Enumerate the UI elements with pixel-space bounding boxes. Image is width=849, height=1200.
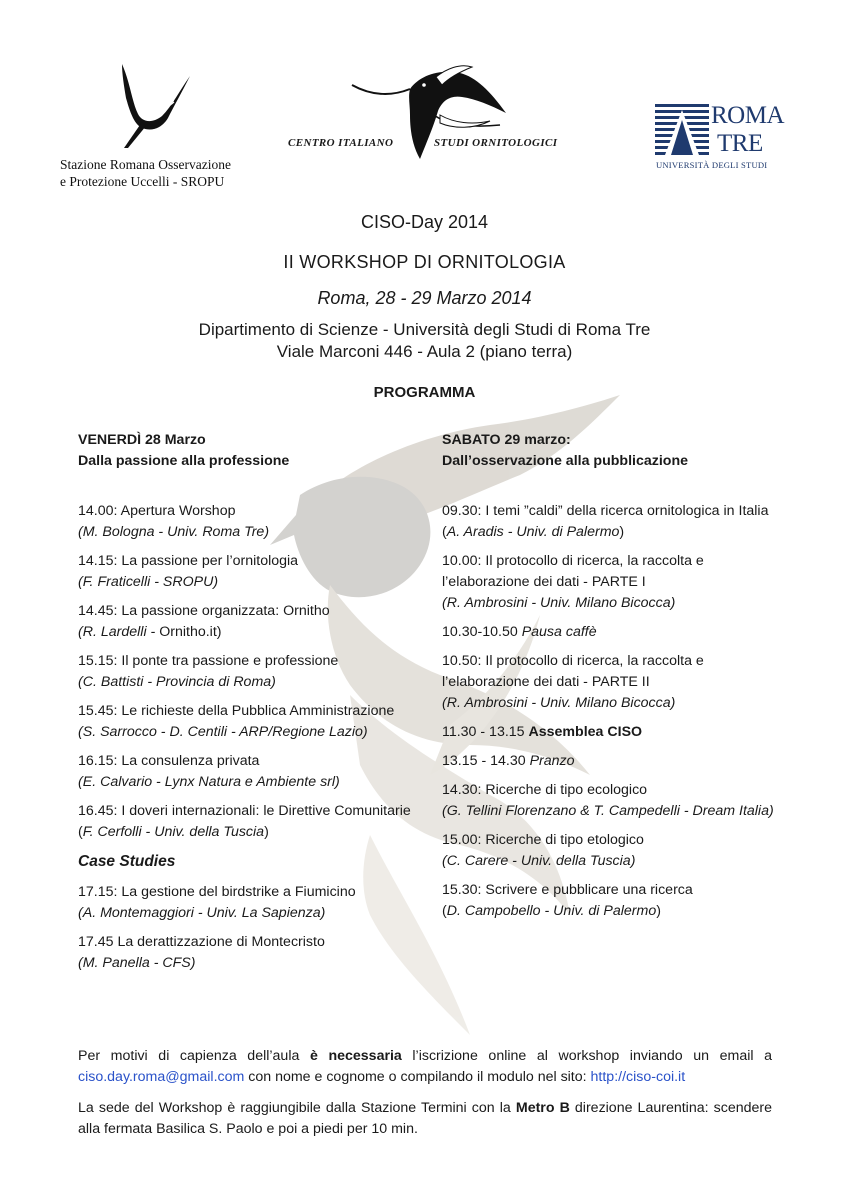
- list-item: [442, 501, 782, 543]
- note-text: direzione Laurentina: scendere alla fermata Basilica S. Paolo e poi a piedi per 10 min.: [78, 1100, 772, 1137]
- talk-title: 15.15: Il ponte tra passione e professione: [78, 653, 339, 669]
- talk-title: 16.45: I doveri internazionali: le Direttive Comunitarie: [78, 803, 411, 819]
- note-emphasis: è necessaria: [309, 1048, 402, 1064]
- speaker-affiliation: Ornitho.it): [159, 624, 222, 640]
- venue-line-2: Viale Marconi 446 - Aula 2 (piano terra): [276, 342, 573, 361]
- list-item: [78, 501, 418, 543]
- ciso-name-left: CENTRO ITALIANO: [288, 137, 394, 149]
- talk-title: 15.00: Ricerche di tipo etologico: [442, 832, 644, 848]
- talk-title: 15.45: Le richieste della Pubblica Amministrazione: [78, 703, 395, 719]
- sropu-logo: [60, 62, 250, 190]
- speaker: (M. Bologna - Univ. Roma Tre): [78, 524, 270, 540]
- roma-tre-subtitle: UNIVERSITÀ DEGLI STUDI: [656, 160, 768, 170]
- list-item: [442, 751, 782, 772]
- talk-title: 09.30: I temi ”caldi” della ricerca ornitologica in Italia: [442, 503, 769, 519]
- talk-title: 17.15: La gestione del birdstrike a Fiumicino: [78, 884, 356, 900]
- sropu-line1: Stazione Romana Osservazione: [60, 157, 231, 172]
- talk-title: 10.00: Il protocollo di ricerca, la raccolta e l’elaborazione dei dati - PARTE I: [442, 553, 704, 590]
- speaker: D. Campobello - Univ. di Palermo: [446, 903, 657, 919]
- ciso-name-right: STUDI ORNITOLOGICI: [434, 137, 558, 149]
- time-range: 11.30 - 13.15: [442, 724, 529, 740]
- roma-tre-emblem-icon: [655, 104, 711, 160]
- email-link[interactable]: ciso.day.roma@gmail.com: [78, 1069, 245, 1085]
- directions-note: [78, 1098, 772, 1140]
- roma-tre-logo: [655, 104, 785, 170]
- event-subtitle: II WORKSHOP DI ORNITOLOGIA: [283, 252, 566, 272]
- list-item: [78, 932, 418, 974]
- talk-title: 17.45 La derattizzazione di Montecristo: [78, 934, 325, 950]
- friday-day: VENERDÌ 28 Marzo: [78, 432, 206, 448]
- case-studies-heading: Case Studies: [78, 853, 176, 870]
- speaker: (C. Battisti - Provincia di Roma): [78, 674, 276, 690]
- paren: ): [619, 524, 625, 540]
- saturday-theme: Dall’osservazione alla pubblicazione: [442, 453, 688, 469]
- paren: (: [78, 824, 83, 840]
- time-range: 10.30-10.50: [442, 624, 522, 640]
- list-item: [442, 622, 782, 643]
- list-item: [442, 880, 782, 922]
- event-place-date: Roma, 28 - 29 Marzo 2014: [317, 288, 532, 308]
- friday-theme: Dalla passione alla professione: [78, 453, 290, 469]
- speaker: (E. Calvario - Lynx Natura e Ambiente srl): [78, 774, 340, 790]
- talk-title: 10.50: Il protocollo di ricerca, la raccolta e l’elaborazione dei dati - PARTE II: [442, 653, 704, 690]
- list-item: [442, 551, 782, 614]
- swallow-icon: [112, 62, 192, 152]
- website-link[interactable]: http://ciso-coi.it: [590, 1069, 686, 1085]
- speaker: (R. Ambrosini - Univ. Milano Bicocca): [442, 595, 676, 611]
- assembly-label: Assemblea CISO: [528, 724, 643, 740]
- tre-wordmark: TRE: [717, 130, 763, 157]
- saturday-day: SABATO 29 marzo:: [442, 432, 571, 448]
- talk-title: 16.15: La consulenza privata: [78, 753, 260, 769]
- list-item: [78, 882, 418, 924]
- venue-line-1: Dipartimento di Scienze - Università degli Studi di Roma Tre: [198, 320, 651, 339]
- friday-column: [78, 430, 418, 982]
- talk-title: 15.30: Scrivere e pubblicare una ricerca: [442, 882, 693, 898]
- talk-title: 14.15: La passione per l’ornitologia: [78, 553, 299, 569]
- speaker: A. Aradis - Univ. di Palermo: [446, 524, 620, 540]
- list-item: [78, 651, 418, 693]
- paren: (: [442, 903, 447, 919]
- list-item: [78, 701, 418, 743]
- talk-title: 14.00: Apertura Worshop: [78, 503, 236, 519]
- lunch-label: Pranzo: [529, 753, 575, 769]
- speaker: (R. Lardelli -: [78, 624, 160, 640]
- speaker: F. Cerfolli - Univ. della Tuscia: [82, 824, 265, 840]
- speaker: (A. Montemaggiori - Univ. La Sapienza): [78, 905, 326, 921]
- note-text: Per motivi di capienza dell’aula: [78, 1048, 310, 1064]
- list-item: [442, 780, 782, 822]
- programma-heading: PROGRAMMA: [373, 384, 476, 401]
- paren: ): [656, 903, 661, 919]
- speaker: (G. Tellini Florenzano & T. Campedelli - Dream Italia): [442, 803, 774, 819]
- registration-note: [78, 1046, 772, 1088]
- list-item: [78, 551, 418, 593]
- paren: ): [264, 824, 269, 840]
- list-item: [78, 601, 418, 643]
- note-emphasis: Metro B: [515, 1100, 570, 1116]
- speaker: (S. Sarrocco - D. Centili - ARP/Regione Lazio): [78, 724, 368, 740]
- time-range: 13.15 - 14.30: [442, 753, 530, 769]
- break-label: Pausa caffè: [521, 624, 597, 640]
- event-title: CISO-Day 2014: [360, 212, 489, 232]
- list-item: [442, 651, 782, 714]
- paren: (: [442, 524, 447, 540]
- list-item: [442, 722, 782, 743]
- saturday-column: [442, 430, 782, 930]
- talk-title: 14.30: Ricerche di tipo ecologico: [442, 782, 648, 798]
- talk-title: 14.45: La passione organizzata: Ornitho: [78, 603, 330, 619]
- speaker: (C. Carere - Univ. della Tuscia): [442, 853, 636, 869]
- speaker: (F. Fraticelli - SROPU): [78, 574, 219, 590]
- speaker: (M. Panella - CFS): [78, 955, 196, 971]
- roma-wordmark: ROMA: [711, 102, 785, 129]
- list-item: [78, 801, 418, 843]
- note-text: La sede del Workshop è raggiungibile dalla Stazione Termini con la: [78, 1100, 516, 1116]
- list-item: [78, 751, 418, 793]
- speaker: (R. Ambrosini - Univ. Milano Bicocca): [442, 695, 676, 711]
- sropu-line2: e Protezione Uccelli - SROPU: [60, 174, 225, 189]
- note-text: l’iscrizione online al workshop inviando un email a: [401, 1048, 772, 1064]
- note-text: con nome e cognome o compilando il modulo nel sito:: [244, 1069, 591, 1085]
- list-item: [442, 830, 782, 872]
